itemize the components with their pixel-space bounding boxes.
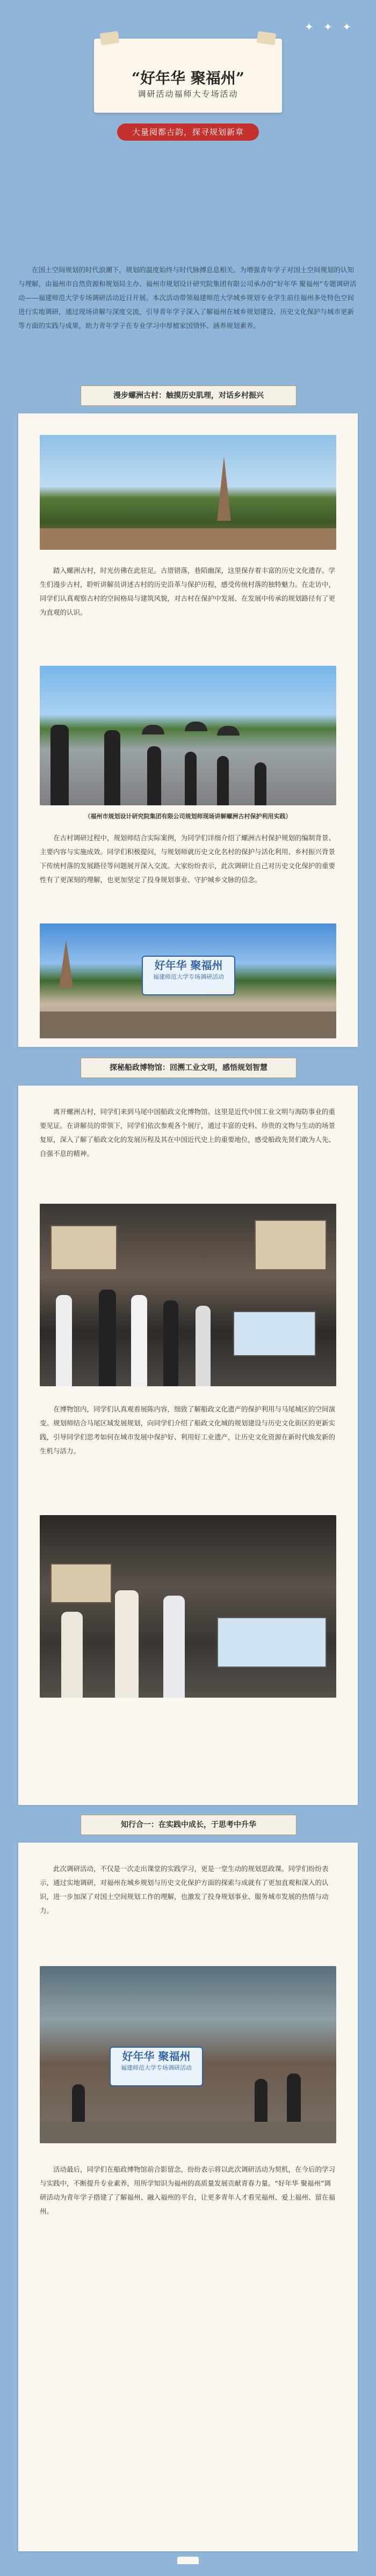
photo-group-luozhou: [40, 923, 336, 1038]
photo-group-museum: [40, 1966, 336, 2143]
photo-caption: （福州市规划设计研究院集团有限公司规划师现场讲解螺洲古村保护利用实践）: [84, 813, 292, 820]
section-3-paragraph-1: 此次调研活动，不仅是一次走出课堂的实践学习，更是一堂生动的规划思政课。同学们纷纷表示，通过实地调研，对福州在城乡规划与历史文化保护方面的探索与成就有了更加直观和深入的认识，进一步加深了对国土空间规划工作的理解，也激发了投身规划事业、服务城市发展的热情与动力。: [40, 1865, 329, 1915]
pagoda-icon: [217, 456, 231, 521]
section-card-3: [18, 1843, 358, 2551]
title-card: [94, 39, 282, 113]
section-banner-1: 漫步螺洲古村：触摸历史肌理，对话乡村振兴: [81, 385, 297, 406]
section-banner-2: 探秘船政博物馆：回溯工业文明，感悟规划智慧: [81, 1058, 297, 1078]
footer-decoration: [177, 2557, 199, 2564]
decorative-stars: ✦ ✦ ✦: [305, 20, 355, 33]
intro-paragraph: 在国土空间规划的时代浪潮下，规划的温度始终与时代脉搏息息相关。为增强青年学子对国土空间规划的认知与理解，由福州市自然资源和规划局主办、福州市规划设计研究院集团有限公司承办的“好年华 聚福州”专题调研活动——福建师范大学专场调研活动近日开展。本次活动带领福建师范大学城乡规划专业学生前往福州多处特色空间进行实地调研，通过现场讲解与深度交流，引导青年学子深入了解福州在城乡规划建设、历史文化保护与城市更新等方面的实践与成果，助力青年学子在专业学习中厚植家国情怀、涵养规划素养。: [18, 266, 357, 330]
section-2-paragraph-2: 在博物馆内，同学们认真观看展陈内容，细致了解船政文化遗产的保护利用与马尾城区的空间演变。规划师结合马尾区域发展规划，向同学们介绍了船政文化城的规划建设与历史文化街区的更新实践，引导同学们思考如何在城市发展中保护好、利用好工业遗产，让历史文化资源在新时代焕发新的生机与活力。: [40, 1405, 336, 1455]
page-title: “好年华 聚福州”: [132, 69, 244, 87]
display-case: [50, 1225, 117, 1270]
tagline-pill: 大量阅都古韵，探寻规划新章: [117, 123, 259, 141]
group-photo-sign: 好年华 聚福州 福建师范大学专场调研活动: [110, 2047, 203, 2086]
person-figure: [50, 725, 69, 805]
section-1-paragraph-1: 踏入螺洲古村，时光仿佛在此驻足。古厝错落，巷陌幽深，这里保存着丰富的历史文化遗存。学生们漫步古村，聆听讲解员讲述古村的历史沿革与保护历程，感受传统村落的独特魅力。在走访中，同学们认真观察古村的空间格局与建筑风貌，对古村在保护中发展、在发展中传承的规划路径有了更为直观的认识。: [40, 566, 336, 616]
group-photo-sign: 好年华 聚福州 福建师范大学专场调研活动: [142, 956, 235, 995]
section-3-paragraph-2: 活动最后，同学们在船政博物馆前合影留念，纷纷表示将以此次调研活动为契机，在今后的学习与实践中，不断提升专业素养，用所学知识为福州的高质量发展贡献青春力量。“好年华 聚福州”调研活动为青年学子搭建了了解福州、融入福州的平台，让更多青年人才看见福州、爱上福州、留在福州。: [40, 2165, 336, 2215]
section-1-paragraph-2: 在古村调研过程中，规划师结合实际案例，为同学们详细介绍了螺洲古村保护规划的编制背景、主要内容与实施成效。同学们积极提问，与规划师就历史文化名村的保护与活化利用、乡村振兴背景下传统村落的发展路径等问题展开深入交流。大家纷纷表示，此次调研让自己对历史文化保护的重要性有了更深刻的理解，也更加坚定了投身规划事业、守护城乡文脉的信念。: [40, 834, 336, 884]
photo-luozhou-pagoda: [40, 435, 336, 550]
photo-museum-hall: [40, 1204, 336, 1386]
section-banner-3: 知行合一：在实践中成长，于思考中升华: [81, 1815, 297, 1835]
page-subtitle: 调研活动福师大专场活动: [138, 89, 238, 99]
photo-walking-tour: [40, 666, 336, 805]
section-card-2: [18, 1086, 358, 1805]
exhibit-screen: [233, 1311, 316, 1356]
photo-museum-exhibit: [40, 1515, 336, 1698]
section-card-1: [18, 413, 358, 1047]
section-2-paragraph-1: 离开螺洲古村，同学们来到马尾中国船政文化博物馆。这里是近代中国工业文明与海防事业的重要见证。在讲解员的带领下，同学们依次参观各个展厅，通过丰富的史料、珍贵的文物与生动的场景复原，深入了解了船政文化的发展历程及其在中国近代史上的重要地位，感受船政先贤们敢为人先、自强不息的精神。: [40, 1108, 336, 1158]
paper-clip-icon: [257, 31, 277, 46]
paper-clip-icon: [100, 31, 120, 46]
